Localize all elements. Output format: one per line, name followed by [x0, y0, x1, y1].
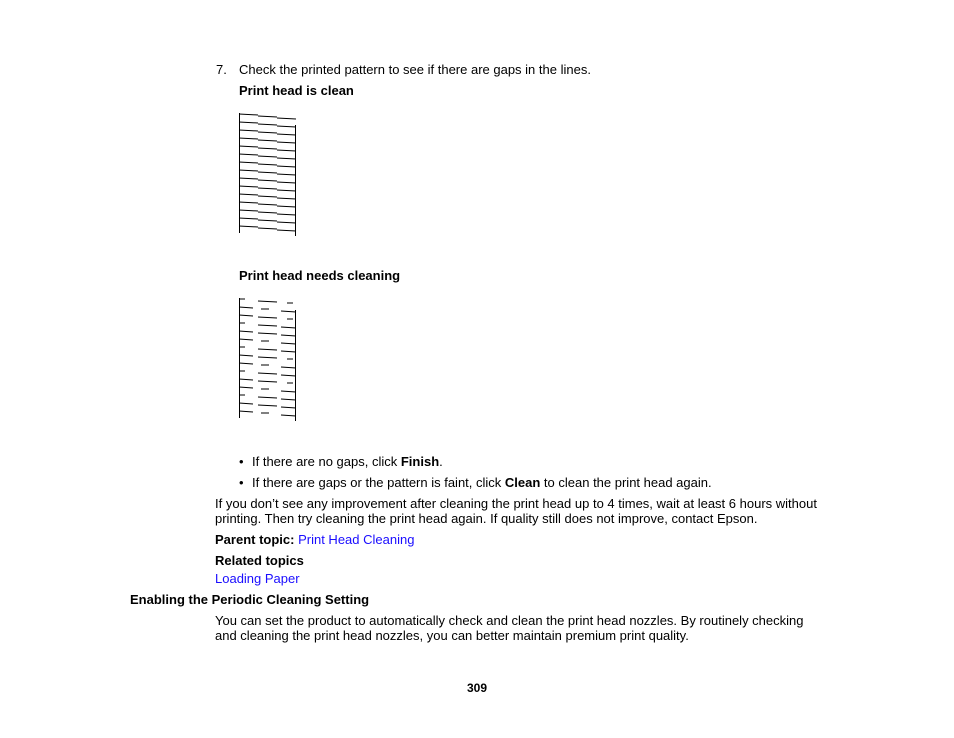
bullet-marker: • [239, 475, 244, 490]
pattern-line [258, 349, 277, 350]
pattern-line [277, 158, 296, 159]
pattern-line [277, 190, 296, 191]
pattern-line [277, 134, 296, 135]
bullet-text-post: . [439, 454, 443, 469]
related-topic-link[interactable]: Loading Paper [215, 571, 300, 586]
pattern-line [258, 148, 277, 149]
pattern-line [277, 126, 296, 127]
bullet-marker: • [239, 454, 244, 469]
pattern-line [239, 355, 253, 356]
pattern-line [258, 301, 277, 302]
pattern-line [277, 214, 296, 215]
pattern-line [239, 307, 253, 308]
pattern-line [277, 182, 296, 183]
pattern-line [281, 367, 296, 368]
parent-topic-link[interactable]: Print Head Cleaning [298, 532, 415, 547]
pattern-line [239, 226, 258, 227]
pattern-line [258, 228, 277, 229]
pattern-line [258, 204, 277, 205]
pattern-line [281, 407, 296, 408]
pattern-line [277, 206, 296, 207]
pattern-line [258, 164, 277, 165]
bullet-text-post: to clean the print head again. [540, 475, 712, 490]
pattern-line [258, 333, 277, 334]
pattern-line [281, 351, 296, 352]
clean-button-ref: Clean [504, 475, 541, 490]
pattern-line [258, 212, 277, 213]
pattern-line [258, 124, 277, 125]
pattern-line [258, 132, 277, 133]
pattern-line [281, 415, 296, 416]
pattern-line [258, 220, 277, 221]
pattern-line [239, 162, 258, 163]
pattern-line [281, 335, 296, 336]
pattern-line [239, 154, 258, 155]
pattern-line [239, 130, 258, 131]
pattern-line [239, 210, 258, 211]
pattern-line [258, 373, 277, 374]
paragraph-line: printing. Then try cleaning the print head again. If quality still does not improve, contact Epson. [215, 511, 758, 526]
pattern-line [239, 331, 253, 332]
pattern-line [239, 379, 253, 380]
pattern-line [277, 150, 296, 151]
pattern-line [239, 411, 253, 412]
step-number: 7. [216, 62, 227, 77]
pattern-line [239, 315, 253, 316]
pattern-line [258, 196, 277, 197]
bullet-text-pre: If there are no gaps, click [252, 454, 401, 469]
pattern-line [258, 156, 277, 157]
dirty-nozzle-pattern-image [237, 296, 299, 422]
pattern-line [281, 343, 296, 344]
pattern-line [239, 170, 258, 171]
pattern-line [239, 363, 253, 364]
pattern-line [258, 140, 277, 141]
bullet-item [239, 454, 244, 469]
pattern-line [258, 172, 277, 173]
pattern-line [277, 166, 296, 167]
section-paragraph-line: and cleaning the print head nozzles, you can better maintain premium print quality. [215, 628, 689, 643]
pattern-line [239, 387, 253, 388]
pattern-line [281, 391, 296, 392]
pattern-line [239, 178, 258, 179]
page-number: 309 [467, 681, 488, 695]
pattern-line [281, 399, 296, 400]
pattern-line [239, 202, 258, 203]
pattern-line [277, 174, 296, 175]
pattern-line [281, 311, 296, 312]
pattern-line [239, 194, 258, 195]
pattern-line [239, 186, 258, 187]
bullet-item [239, 475, 244, 490]
pattern-line [239, 218, 258, 219]
bullet-text [252, 454, 443, 469]
dirty-pattern-label: Print head needs cleaning [239, 268, 401, 283]
pattern-line [239, 122, 258, 123]
clean-nozzle-pattern-image [237, 111, 299, 237]
pattern-line [281, 375, 296, 376]
pattern-line [281, 327, 296, 328]
pattern-line [277, 222, 296, 223]
pattern-line [239, 403, 253, 404]
clean-pattern-label: Print head is clean [239, 83, 354, 98]
pattern-line [239, 138, 258, 139]
pattern-line [239, 146, 258, 147]
pattern-line [258, 116, 277, 117]
finish-button-ref: Finish [400, 454, 440, 469]
pattern-line [277, 118, 296, 119]
pattern-line [277, 230, 296, 231]
paragraph-line: If you don’t see any improvement after cleaning the print head up to 4 times, wait at least 6 hours without [215, 496, 817, 511]
pattern-line [258, 180, 277, 181]
pattern-line [258, 188, 277, 189]
pattern-line [239, 339, 253, 340]
pattern-line [258, 381, 277, 382]
pattern-line [258, 397, 277, 398]
parent-topic [215, 532, 414, 547]
step-text: Check the printed pattern to see if there are gaps in the lines. [239, 62, 591, 77]
related-topics-heading: Related topics [215, 553, 304, 568]
parent-topic-label: Parent topic: [215, 532, 295, 547]
pattern-line [277, 142, 296, 143]
bullet-text-pre: If there are gaps or the pattern is faint, click [252, 475, 505, 490]
pattern-line [258, 405, 277, 406]
pattern-line [258, 317, 277, 318]
pattern-line [277, 198, 296, 199]
section-paragraph-line: You can set the product to automatically check and clean the print head nozzles. By routinely checking [215, 613, 804, 628]
pattern-line [239, 114, 258, 115]
pattern-line [258, 325, 277, 326]
section-heading: Enabling the Periodic Cleaning Setting [130, 592, 370, 607]
bullet-text [252, 475, 712, 490]
pattern-line [258, 357, 277, 358]
